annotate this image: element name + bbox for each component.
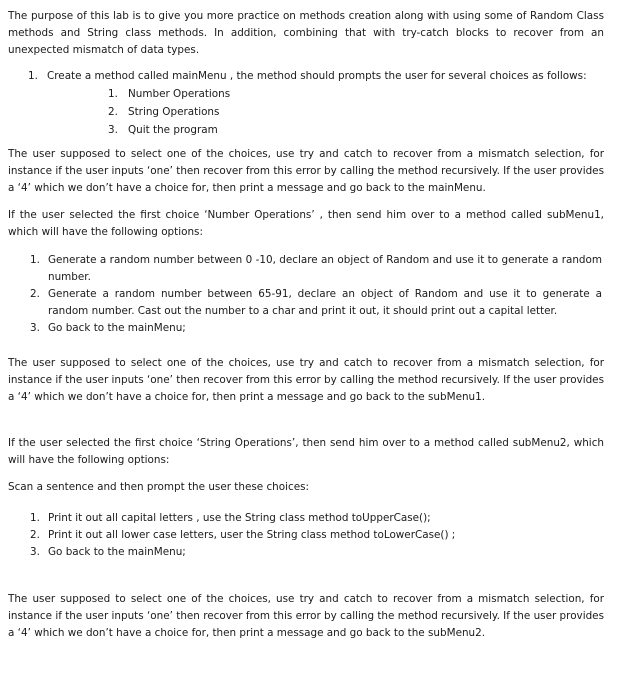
list-item [30, 320, 602, 337]
list-text: Print it out all lower case letters, user the String class method toLowerCase() ; [48, 529, 456, 541]
list-item [28, 68, 608, 85]
list-item [30, 544, 602, 561]
list-number: 1. [30, 512, 40, 524]
submenu2-error-paragraph: The user supposed to select one of the choices, use try and catch to recover from a mismatch selection, for instance if the user inputs ‘one’ then recover from this error by calling the method recursively. If the user provides a ‘4’ which we don’t have a choice for, then print a message and go back to the subMenu2. [8, 593, 604, 639]
list-item [30, 510, 602, 527]
scan-paragraph: Scan a sentence and then prompt the user these choices: [8, 481, 310, 493]
list-item [30, 286, 602, 320]
list-item [108, 104, 408, 122]
intro-paragraph: The purpose of this lab is to give you more practice on methods creation along with using some of Random Class methods and String class methods. In addition, combining that with try-catch blocks to recover from an unexpected mismatch of data types. [8, 10, 604, 56]
list-number: 3. [30, 322, 40, 334]
list-number: 2. [108, 106, 118, 118]
main-task-list [28, 68, 608, 85]
list-text: Create a method called mainMenu , the method should prompts the user for several choices as follows: [47, 70, 587, 82]
submenu2-options [30, 510, 602, 561]
list-number: 1. [108, 88, 118, 100]
main-menu-choices [108, 86, 408, 140]
list-number: 3. [30, 546, 40, 558]
list-text: String Operations [128, 106, 220, 118]
list-text: Generate a random number between 65-91, declare an object of Random and use it to generate a random number. Cast out the number to a char and print it out, it should print out a capital letter. [48, 288, 602, 317]
list-item [30, 252, 602, 286]
list-item [30, 527, 602, 544]
list-number: 1. [28, 70, 38, 82]
list-number: 2. [30, 529, 40, 541]
list-text: Quit the program [128, 124, 218, 136]
list-number: 2. [30, 288, 40, 300]
submenu2-intro-paragraph: If the user selected the first choice ‘String Operations’, then send him over to a method called subMenu2, which will have the following options: [8, 437, 604, 466]
list-item [108, 86, 408, 104]
list-item [108, 122, 408, 140]
list-text: Go back to the mainMenu; [48, 322, 186, 334]
list-text: Print it out all capital letters , use the String class method toUpperCase(); [48, 512, 431, 524]
submenu1-error-paragraph: The user supposed to select one of the choices, use try and catch to recover from a mismatch selection, for instance if the user inputs ‘one’ then recover from this error by calling the method recursively. If the user provides a ‘4’ which we don’t have a choice for, then print a message and go back to the subMenu1. [8, 357, 604, 403]
list-text: Number Operations [128, 88, 231, 100]
list-number: 3. [108, 124, 118, 136]
list-text: Generate a random number between 0 -10, declare an object of Random and use it to generate a random number. [48, 254, 602, 283]
list-text: Go back to the mainMenu; [48, 546, 186, 558]
list-number: 1. [30, 254, 40, 266]
main-menu-error-paragraph: The user supposed to select one of the choices, use try and catch to recover from a mismatch selection, for instance if the user inputs ‘one’ then recover from this error by calling the method recursively. If the user provides a ‘4’ which we don’t have a choice for, then print a message and go back to the mainMenu. [8, 148, 604, 194]
submenu1-intro-paragraph: If the user selected the first choice ‘Number Operations’ , then send him over to a method called subMenu1, which will have the following options: [8, 209, 604, 238]
submenu1-options [30, 252, 602, 337]
